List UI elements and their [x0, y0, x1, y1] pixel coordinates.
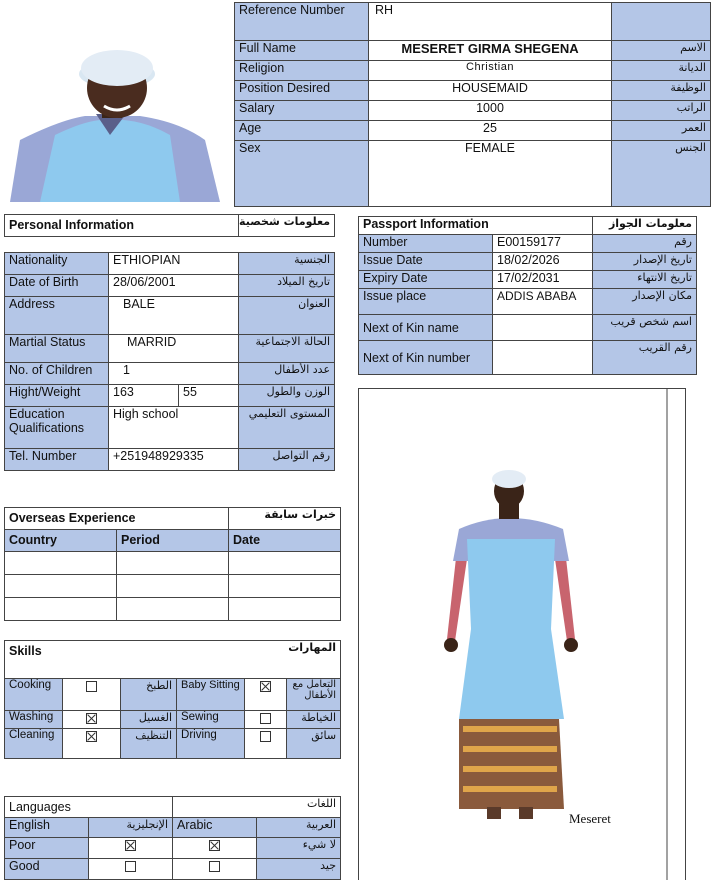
value-children: 1	[109, 363, 239, 385]
languages-table	[4, 796, 341, 880]
languages-title: Languages	[5, 797, 173, 818]
label-fullname: Full Name	[235, 41, 369, 61]
value-tel: +251948929335	[109, 449, 239, 471]
value-position: HOUSEMAID	[369, 81, 612, 101]
value-height: 163	[109, 385, 179, 407]
ar-tel: رقم التواصل	[239, 449, 335, 471]
ar-sex: الجنس	[612, 141, 711, 207]
lang-english-ar: الإنجليزية	[89, 818, 173, 838]
skill-babysitting-label: Baby Sitting	[177, 679, 245, 711]
lang-english-label: English	[5, 818, 89, 838]
skill-cooking-checkbox[interactable]	[63, 679, 121, 711]
value-salary: 1000	[369, 101, 612, 121]
lang-arabic-ar: العربية	[257, 818, 341, 838]
skill-cleaning-label: Cleaning	[5, 729, 63, 759]
label-nationality: Nationality	[5, 253, 109, 275]
value-weight: 55	[179, 385, 239, 407]
skill-driving-checkbox[interactable]	[245, 729, 287, 759]
label-passport-number: Number	[359, 235, 493, 253]
label-kin-number: Next of Kin number	[359, 341, 493, 375]
ar-passport-number: رقم	[593, 235, 697, 253]
label-age: Age	[235, 121, 369, 141]
value-fullname: MESERET GIRMA SHEGENA	[369, 41, 612, 61]
ar-children: عدد الأطفال	[239, 363, 335, 385]
label-education: Education Qualifications	[5, 407, 109, 449]
skill-washing-ar: الغسيل	[121, 711, 177, 729]
value-age: 25	[369, 121, 612, 141]
lang-good-arabic-checkbox[interactable]	[173, 859, 257, 880]
value-nationality: ETHIOPIAN	[109, 253, 239, 275]
ar-education: المستوى التعليمي	[239, 407, 335, 449]
full-body-photo	[358, 388, 686, 880]
lang-poor-ar: لا شيء	[257, 838, 341, 859]
ar-issue-date: تاريخ الإصدار	[593, 253, 697, 271]
languages-title-ar: اللغات	[173, 797, 341, 818]
overseas-table	[4, 507, 341, 621]
skill-cooking-ar: الطبخ	[121, 679, 177, 711]
label-issue-date: Issue Date	[359, 253, 493, 271]
skills-title-ar: المهارات	[177, 641, 341, 679]
col-date: Date	[229, 530, 341, 552]
top-info-table	[234, 2, 711, 207]
ar-nationality: الجنسية	[239, 253, 335, 275]
skills-title: Skills	[5, 641, 177, 679]
value-reference: RH	[369, 3, 612, 41]
skill-washing-label: Washing	[5, 711, 63, 729]
skill-cooking-label: Cooking	[5, 679, 63, 711]
ar-reference	[612, 3, 711, 41]
value-issue-place: ADDIS ABABA	[493, 289, 593, 315]
label-salary: Salary	[235, 101, 369, 121]
photo-caption: Meseret	[569, 811, 611, 826]
passport-table	[358, 216, 697, 375]
skill-babysitting-ar: التعامل مع الأطفال	[287, 679, 341, 711]
skill-cleaning-ar: التنظيف	[121, 729, 177, 759]
ar-marital: الحالة الاجتماعية	[239, 335, 335, 363]
skill-driving-label: Driving	[177, 729, 245, 759]
value-passport-number: E00159177	[493, 235, 593, 253]
skills-table	[4, 640, 341, 759]
overseas-title-ar: خبرات سابقة	[229, 508, 341, 530]
value-marital: MARRID	[109, 335, 239, 363]
overseas-title: Overseas Experience	[5, 508, 229, 530]
label-hw: Hight/Weight	[5, 385, 109, 407]
passport-title: Passport Information	[359, 217, 593, 235]
ar-address: العنوان	[239, 297, 335, 335]
label-expiry-date: Expiry Date	[359, 271, 493, 289]
lang-poor-arabic-checkbox[interactable]	[173, 838, 257, 859]
skill-washing-checkbox[interactable]	[63, 711, 121, 729]
col-period: Period	[117, 530, 229, 552]
value-dob: 28/06/2001	[109, 275, 239, 297]
ar-age: العمر	[612, 121, 711, 141]
ar-fullname: الاسم	[612, 41, 711, 61]
personal-title-ar: معلومات شخصية	[239, 215, 335, 237]
value-kin-name	[493, 315, 593, 341]
value-education: High school	[109, 407, 239, 449]
ar-issue-place: مكان الإصدار	[593, 289, 697, 315]
lang-good-english-checkbox[interactable]	[89, 859, 173, 880]
value-kin-number	[493, 341, 593, 375]
skill-sewing-checkbox[interactable]	[245, 711, 287, 729]
ar-salary: الراتب	[612, 101, 711, 121]
value-address: BALE	[109, 297, 239, 335]
lang-poor-label: Poor	[5, 838, 89, 859]
lang-good-label: Good	[5, 859, 89, 880]
lang-arabic-label: Arabic	[173, 818, 257, 838]
label-dob: Date of Birth	[5, 275, 109, 297]
ar-religion: الديانة	[612, 61, 711, 81]
ar-kin-number: رقم القريب	[593, 341, 697, 375]
label-position: Position Desired	[235, 81, 369, 101]
label-tel: Tel. Number	[5, 449, 109, 471]
ar-hw: الوزن والطول	[239, 385, 335, 407]
portrait-photo	[0, 40, 222, 202]
label-address: Address	[5, 297, 109, 335]
ar-kin-name: اسم شخص قريب	[593, 315, 697, 341]
skill-babysitting-checkbox[interactable]	[245, 679, 287, 711]
lang-poor-english-checkbox[interactable]	[89, 838, 173, 859]
ar-expiry-date: تاريخ الانتهاء	[593, 271, 697, 289]
skill-cleaning-checkbox[interactable]	[63, 729, 121, 759]
label-marital: Martial Status	[5, 335, 109, 363]
skill-sewing-label: Sewing	[177, 711, 245, 729]
value-religion: Christian	[369, 61, 612, 81]
personal-title: Personal Information	[5, 215, 239, 237]
value-sex: FEMALE	[369, 141, 612, 207]
label-issue-place: Issue place	[359, 289, 493, 315]
label-reference: Reference Number	[235, 3, 369, 41]
label-children: No. of Children	[5, 363, 109, 385]
skill-driving-ar: سائق	[287, 729, 341, 759]
ar-dob: تاريخ الميلاد	[239, 275, 335, 297]
lang-good-ar: جيد	[257, 859, 341, 880]
value-expiry-date: 17/02/2031	[493, 271, 593, 289]
ar-position: الوظيفة	[612, 81, 711, 101]
personal-info-table	[4, 214, 335, 471]
value-issue-date: 18/02/2026	[493, 253, 593, 271]
label-sex: Sex	[235, 141, 369, 207]
col-country: Country	[5, 530, 117, 552]
label-kin-name: Next of Kin name	[359, 315, 493, 341]
passport-title-ar: معلومات الجواز	[593, 217, 697, 235]
skill-sewing-ar: الخياطة	[287, 711, 341, 729]
label-religion: Religion	[235, 61, 369, 81]
